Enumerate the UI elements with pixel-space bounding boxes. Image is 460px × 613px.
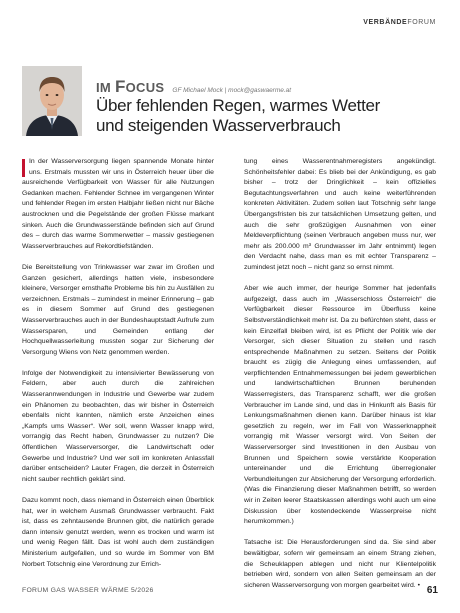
portrait-image [22,66,82,136]
paragraph: Tatsache ist: Die Herausforderungen sind da. Sie sind aber bewältigbar, sofern wir gemeinsam an einem Strang ziehen, die Scheuklappen ablegen und nicht nur Klientelpolitik betrieben wird, sondern von allen Seiten gemeinsam an der sicheren Wasserversorgung von morgen gearbeitet wird. • [244,539,436,589]
focus-prefix: IM [96,80,115,95]
paragraph: Die Bereitstellung von Trinkwasser war zwar im Großen und Ganzen gesichert, allerdings hatten viele, insbesondere kleinere, Versorger ernsthafte Probleme bis hin zu Ausfällen zu verzeichnen. Erstmals – zumindest in meiner Erinnerung – gab es in diesem Sommer auf Grund des gestiegenen Wasserverbrauches auch in der Bundeshauptstadt Aufrufe zum Wassersparen, und Gemeinden entlang der Hochquellwasserleitung mussten sogar zur Sicherung der Versorgung Wiens von Netz genommen werden. [22,263,214,356]
section-label-rest: FORUM [407,19,436,26]
paragraph [22,157,214,252]
paragraph: Aber wie auch immer, der heurige Sommer hat jedenfalls aufgezeigt, dass auch im „Wasserschloss Österreich“ die Verfügbarkeit dieser Ressource im Überfluss keine Selbstverständlichkeit mehr ist. Da zu befürchten steht, dass er kein Einzelfall bleiben wird, ist es Pflicht der Politik wie der Versorger, sich dieser Situation zu stellen und rasch entsprechende Maßnahmen zu setzen. Seitens der Politik braucht es zügig die Anlegung eines umfassenden, auf verpflichtenden Entnahmemessungen bei jedem gewerblichen und landwirtschaftlichen Brunnen beruhenden Wasserregisters, das Transparenz schafft, wer die großen Verbraucher im Lande sind, und das in Hinkunft als Basis für Lenkungsmaßnahmen dienen kann. Darüber hinaus ist klar gesetzlich zu regeln, wer im Fall von Wasserknappheit vorrangig mit Wasser versorgt wird. Von Seiten der Wasserversorger sind Investitionen in den Ausbau von Brunnen und Speichern sowie verstärkte Kooperation untereinander und die Errichtung überregionaler Verbundleitungen zur Absicherung der Versorgung erforderlich. (Was die Finanzierung dieser Maßnahmen betrifft, so werden wir in Zeiten leerer Staatskassen allerdings wohl auch um eine Diskussion über kostendeckende Wasserpreise nicht herumkommen.) [244,285,436,526]
page-footer [22,583,438,597]
author-portrait [22,66,82,136]
article-headline [96,96,436,136]
paragraph: tung eines Wasserentnahmeregisters angekündigt. Schönheitsfehler dabei: Es blieb bei der Ankündigung, es gab bisher – trotz der Dringlichkeit – kein offizielles Begutachtungsverfahren und auch keine weiterführenden konkreten Aktivitäten. Zudem sollen laut Totschnig sehr lange Übergangsfristen bis zur tatsächlichen Umsetzung gelten, und auch die sehr großzügigen Ausnahmen von einer Meldeverpflichtung (seinen Verbrauch angeben muss nur, wer mehr als 200.000 m³ Grundwasser im Jahr entnimmt) legen den Verdacht nahe, dass man es mit echter Transparenz – zumindest jetzt noch – nicht ganz so ernst nimmt. [244,158,436,271]
section-label [363,19,436,26]
focus-title [96,77,164,97]
author-byline: GF Michael Mock | mock@gaswaerme.at [172,87,292,94]
focus-cap: F [114,77,126,96]
page-number: 61 [426,584,438,596]
paragraph-marker [22,159,25,177]
publication-name: FORUM GAS WASSER WÄRME 5/2026 [22,586,154,594]
paragraph: Infolge der Notwendigkeit zu intensivierter Bewässerung von Feldern, aber auch durch die zahlreichen Wasserannwendungen in Industrie und Gewerbe war zudem ein Phänomen zu beobachten, das wir bisher in Österreich ebenfalls nicht kannten, nämlich erste Anzeichen eines „Kampfs ums Wasser“. Wer soll, wenn Wasser knapp wird, vorrangig das Recht haben, Grundwasser zu nutzen? Die öffentlichen Wasserversorger, die Landwirtschaft oder Gewerbe und Industrie? Und wer soll im konkreten Anlassfall darüber entscheiden? Lauter Fragen, die derzeit in Österreich nicht sauber rechtlich geklärt sind. [22,369,214,483]
right-column [244,157,436,591]
paragraph-text: In der Wasserversorgung liegen spannende Monate hinter uns. Erstmals mussten wir uns in Österreich heuer über die ausreichende Verfügbarkeit von Wasser für alle Nutzungen Gedanken machen. Fehlender Schnee im vergangenen Winter und fehlender Regen im ersten Halbjahr ließen nicht nur Bäche austrocknen und die Pegelstände der großen Flüsse markant sinken. Auch die Grundwasserstände befinden sich auf Grund des – durch das warme Sommerwetter – massiv gestiegenen Wasserverbrauches auf Rekordtiefständen. [22,158,214,250]
headline-line-1: Über fehlenden Regen, warmes Wetter [96,96,381,115]
headline-line-2: und steigenden Wasserverbrauch [96,116,341,135]
header-line [96,77,291,97]
section-label-bold: VERBÄNDE [363,19,408,26]
focus-rest: OCUS [125,80,165,95]
left-column [22,157,214,570]
paragraph: Dazu kommt noch, dass niemand in Österreich einen Überblick hat, wer in welchem Ausmaß Grundwasser verbraucht. Fakt ist, dass es zehntausende Brunnen gibt, die natürlich gerade dann intensiv genutzt werden, wenn es trocken und warm ist und wenig Regen fällt. Das ist wohl auch dem zuständigen Ministerium aufgefallen, und so wurde im Sommer von BM Norbert Totschnig eine Verordnung zur Errich- [22,497,214,568]
